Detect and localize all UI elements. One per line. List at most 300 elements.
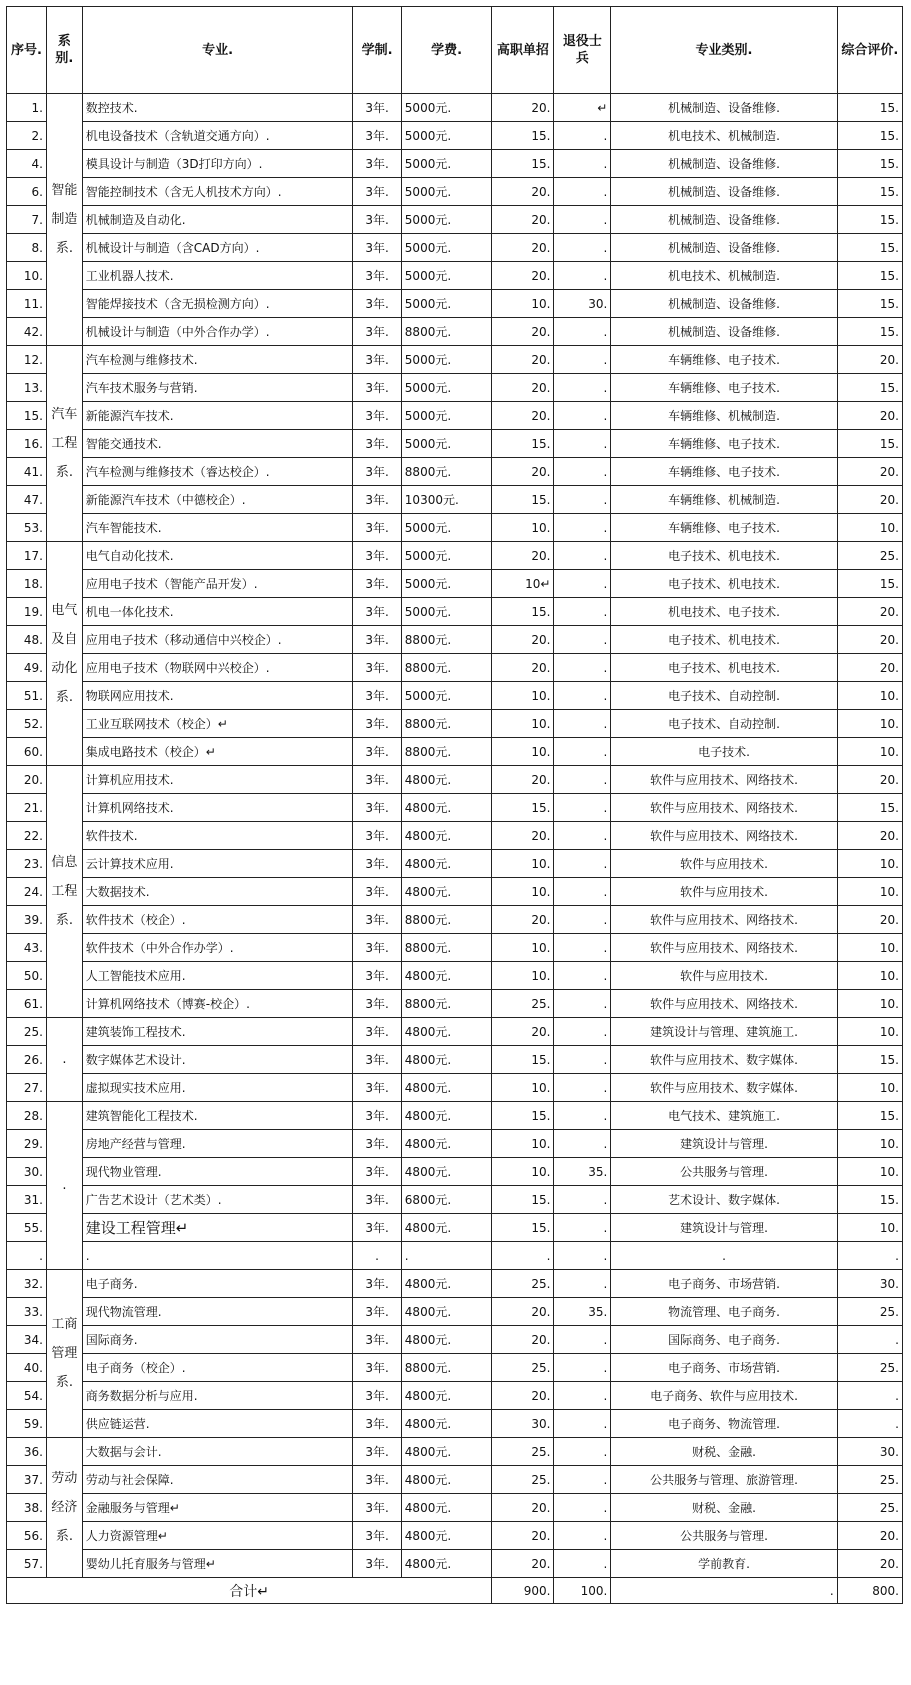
- years-cell: 3年.: [353, 290, 401, 318]
- category-cell: 软件与应用技术.: [611, 962, 837, 990]
- category-cell: 电子商务、市场营销.: [611, 1270, 837, 1298]
- table-row: [7, 318, 903, 346]
- major-cell: 集成电路技术（校企）↵: [82, 738, 353, 766]
- years-cell: 3年.: [353, 1438, 401, 1466]
- category-cell: 机电技术、机械制造.: [611, 122, 837, 150]
- seq-cell: 20.: [7, 766, 47, 794]
- fee-cell: 5000元.: [401, 122, 492, 150]
- fee-cell: 4800元.: [401, 1102, 492, 1130]
- years-cell: 3年.: [353, 682, 401, 710]
- major-cell: 大数据与会计.: [82, 1438, 353, 1466]
- score-cell: .: [837, 1242, 902, 1270]
- category-cell: 机械制造、设备维修.: [611, 234, 837, 262]
- vet-cell: .: [554, 1522, 611, 1550]
- category-cell: 电子技术、机电技术.: [611, 654, 837, 682]
- score-cell: 20.: [837, 346, 902, 374]
- years-cell: 3年.: [353, 878, 401, 906]
- seq-cell: 59.: [7, 1410, 47, 1438]
- seq-cell: 2.: [7, 122, 47, 150]
- years-cell: 3年.: [353, 234, 401, 262]
- fee-cell: 8800元.: [401, 1354, 492, 1382]
- vet-cell: .: [554, 178, 611, 206]
- hv-cell: 20.: [492, 542, 554, 570]
- score-cell: 25.: [837, 542, 902, 570]
- major-cell: 云计算技术应用.: [82, 850, 353, 878]
- category-cell: 软件与应用技术、数字媒体.: [611, 1046, 837, 1074]
- years-cell: 3年.: [353, 1550, 401, 1578]
- fee-cell: 8800元.: [401, 458, 492, 486]
- vet-cell: .: [554, 570, 611, 598]
- table-row: [7, 206, 903, 234]
- years-cell: 3年.: [353, 1326, 401, 1354]
- table-row: [7, 1270, 903, 1298]
- score-cell: 15.: [837, 178, 902, 206]
- category-cell: 车辆维修、电子技术.: [611, 430, 837, 458]
- score-cell: 10.: [837, 1158, 902, 1186]
- fee-cell: 8800元.: [401, 934, 492, 962]
- major-cell: 工业机器人技术.: [82, 262, 353, 290]
- score-cell: 15.: [837, 262, 902, 290]
- vet-cell: .: [554, 1242, 611, 1270]
- table-row: [7, 654, 903, 682]
- vet-cell: .: [554, 1354, 611, 1382]
- fee-cell: 5000元.: [401, 94, 492, 122]
- vet-cell: .: [554, 1438, 611, 1466]
- fee-cell: 5000元.: [401, 346, 492, 374]
- score-cell: 10.: [837, 710, 902, 738]
- score-cell: 10.: [837, 850, 902, 878]
- fee-cell: 4800元.: [401, 1046, 492, 1074]
- score-cell: 10.: [837, 1214, 902, 1242]
- table-row: [7, 1018, 903, 1046]
- table-row: [7, 1326, 903, 1354]
- years-cell: 3年.: [353, 1130, 401, 1158]
- score-cell: 25.: [837, 1494, 902, 1522]
- category-cell: 建筑设计与管理、建筑施工.: [611, 1018, 837, 1046]
- hv-cell: 15.: [492, 150, 554, 178]
- years-cell: 3年.: [353, 206, 401, 234]
- fee-cell: 5000元.: [401, 150, 492, 178]
- years-cell: 3年.: [353, 402, 401, 430]
- table-row: [7, 1522, 903, 1550]
- vet-cell: .: [554, 598, 611, 626]
- table-row: [7, 1158, 903, 1186]
- years-cell: 3年.: [353, 822, 401, 850]
- years-cell: 3年.: [353, 934, 401, 962]
- vet-cell: 35.: [554, 1298, 611, 1326]
- score-cell: 25.: [837, 1466, 902, 1494]
- score-cell: 20.: [837, 1522, 902, 1550]
- years-cell: 3年.: [353, 1158, 401, 1186]
- table-row: [7, 1046, 903, 1074]
- seq-cell: 33.: [7, 1298, 47, 1326]
- table-row: [7, 822, 903, 850]
- seq-cell: 48.: [7, 626, 47, 654]
- major-cell: 应用电子技术（移动通信中兴校企）.: [82, 626, 353, 654]
- hv-cell: 15.: [492, 122, 554, 150]
- score-cell: 20.: [837, 654, 902, 682]
- seq-cell: 51.: [7, 682, 47, 710]
- hv-cell: 10.: [492, 738, 554, 766]
- table-row: [7, 374, 903, 402]
- score-cell: 10.: [837, 1130, 902, 1158]
- major-cell: 机械设计与制造（含CAD方向）.: [82, 234, 353, 262]
- fee-cell: 4800元.: [401, 878, 492, 906]
- category-cell: 财税、金融.: [611, 1494, 837, 1522]
- vet-cell: .: [554, 794, 611, 822]
- table-row: [7, 1130, 903, 1158]
- fee-cell: 4800元.: [401, 1438, 492, 1466]
- score-cell: 10.: [837, 1018, 902, 1046]
- score-cell: 15.: [837, 318, 902, 346]
- score-cell: 15.: [837, 374, 902, 402]
- years-cell: 3年.: [353, 346, 401, 374]
- hv-cell: 10.: [492, 682, 554, 710]
- major-cell: 建筑智能化工程技术.: [82, 1102, 353, 1130]
- hv-cell: 25.: [492, 1354, 554, 1382]
- major-cell: 房地产经营与管理.: [82, 1130, 353, 1158]
- vet-cell: .: [554, 1074, 611, 1102]
- years-cell: 3年.: [353, 1270, 401, 1298]
- category-cell: 软件与应用技术、数字媒体.: [611, 1074, 837, 1102]
- major-cell: 模具设计与制造（3D打印方向）.: [82, 150, 353, 178]
- category-cell: 电子技术.: [611, 738, 837, 766]
- years-cell: 3年.: [353, 430, 401, 458]
- table-row: [7, 570, 903, 598]
- hv-cell: 10.: [492, 710, 554, 738]
- years-cell: 3年.: [353, 1074, 401, 1102]
- fee-cell: 8800元.: [401, 738, 492, 766]
- category-cell: 公共服务与管理.: [611, 1158, 837, 1186]
- years-cell: 3年.: [353, 598, 401, 626]
- category-cell: 软件与应用技术、网络技术.: [611, 906, 837, 934]
- seq-cell: 39.: [7, 906, 47, 934]
- seq-cell: 21.: [7, 794, 47, 822]
- category-cell: 财税、金融.: [611, 1438, 837, 1466]
- table-row: [7, 1214, 903, 1242]
- vet-cell: .: [554, 682, 611, 710]
- category-cell: 机械制造、设备维修.: [611, 318, 837, 346]
- hv-cell: 10↵: [492, 570, 554, 598]
- major-cell: 工业互联网技术（校企）↵: [82, 710, 353, 738]
- score-cell: .: [837, 1326, 902, 1354]
- seq-cell: 40.: [7, 1354, 47, 1382]
- table-row: [7, 850, 903, 878]
- fee-cell: 5000元.: [401, 542, 492, 570]
- category-cell: 机械制造、设备维修.: [611, 150, 837, 178]
- major-cell: 机电设备技术（含轨道交通方向）.: [82, 122, 353, 150]
- hv-cell: 20.: [492, 318, 554, 346]
- header-seq: 序号.: [7, 7, 47, 94]
- hv-cell: 20.: [492, 374, 554, 402]
- table-row: [7, 1410, 903, 1438]
- category-cell: 电子技术、机电技术.: [611, 542, 837, 570]
- vet-cell: .: [554, 822, 611, 850]
- fee-cell: 4800元.: [401, 1410, 492, 1438]
- fee-cell: 6800元.: [401, 1186, 492, 1214]
- hv-cell: 10.: [492, 514, 554, 542]
- vet-cell: 30.: [554, 290, 611, 318]
- table-row: [7, 122, 903, 150]
- vet-cell: .: [554, 1270, 611, 1298]
- hv-cell: 10.: [492, 1130, 554, 1158]
- major-cell: 人力资源管理↵: [82, 1522, 353, 1550]
- vet-cell: 35.: [554, 1158, 611, 1186]
- years-cell: 3年.: [353, 626, 401, 654]
- seq-cell: 36.: [7, 1438, 47, 1466]
- category-cell: 机电技术、机械制造.: [611, 262, 837, 290]
- seq-cell: 15.: [7, 402, 47, 430]
- seq-cell: 16.: [7, 430, 47, 458]
- major-cell: 建设工程管理↵: [82, 1214, 353, 1242]
- major-cell: 智能焊接技术（含无损检测方向）.: [82, 290, 353, 318]
- fee-cell: 5000元.: [401, 290, 492, 318]
- fee-cell: 4800元.: [401, 1270, 492, 1298]
- vet-cell: .: [554, 430, 611, 458]
- seq-cell: 4.: [7, 150, 47, 178]
- score-cell: 20.: [837, 486, 902, 514]
- years-cell: 3年.: [353, 1494, 401, 1522]
- score-cell: 15.: [837, 94, 902, 122]
- table-row: [7, 626, 903, 654]
- category-cell: 机械制造、设备维修.: [611, 178, 837, 206]
- table-row: [7, 1550, 903, 1578]
- table-row: [7, 1438, 903, 1466]
- score-cell: 10.: [837, 962, 902, 990]
- score-cell: 15.: [837, 234, 902, 262]
- hv-cell: 15.: [492, 1046, 554, 1074]
- seq-cell: 24.: [7, 878, 47, 906]
- vet-cell: .: [554, 1326, 611, 1354]
- hv-cell: 30.: [492, 1410, 554, 1438]
- category-cell: 电子技术、自动控制.: [611, 682, 837, 710]
- table-row: [7, 1074, 903, 1102]
- years-cell: 3年.: [353, 122, 401, 150]
- vet-cell: .: [554, 1410, 611, 1438]
- vet-cell: .: [554, 626, 611, 654]
- table-row: [7, 178, 903, 206]
- total-hv: 900.: [492, 1578, 554, 1604]
- hv-cell: 15.: [492, 1214, 554, 1242]
- score-cell: 20.: [837, 458, 902, 486]
- seq-cell: 27.: [7, 1074, 47, 1102]
- years-cell: 3年.: [353, 654, 401, 682]
- hv-cell: 15.: [492, 486, 554, 514]
- major-cell: 智能控制技术（含无人机技术方向）.: [82, 178, 353, 206]
- fee-cell: 5000元.: [401, 682, 492, 710]
- score-cell: 20.: [837, 822, 902, 850]
- fee-cell: 8800元.: [401, 906, 492, 934]
- fee-cell: 5000元.: [401, 178, 492, 206]
- category-cell: 软件与应用技术、网络技术.: [611, 794, 837, 822]
- major-cell: 新能源汽车技术（中德校企）.: [82, 486, 353, 514]
- table-row: [7, 430, 903, 458]
- table-row: [7, 710, 903, 738]
- vet-cell: .: [554, 654, 611, 682]
- vet-cell: .: [554, 346, 611, 374]
- fee-cell: 4800元.: [401, 1522, 492, 1550]
- vet-cell: .: [554, 318, 611, 346]
- years-cell: 3年.: [353, 1354, 401, 1382]
- score-cell: 10.: [837, 878, 902, 906]
- years-cell: 3年.: [353, 1382, 401, 1410]
- vet-cell: .: [554, 906, 611, 934]
- header-fee: 学费.: [401, 7, 492, 94]
- hv-cell: 20.: [492, 1326, 554, 1354]
- header-score: 综合评价.: [837, 7, 902, 94]
- category-cell: .: [611, 1242, 837, 1270]
- vet-cell: .: [554, 1382, 611, 1410]
- hv-cell: 20.: [492, 458, 554, 486]
- score-cell: 10.: [837, 934, 902, 962]
- header-major: 专业.: [82, 7, 353, 94]
- hv-cell: 20.: [492, 94, 554, 122]
- table-row: [7, 962, 903, 990]
- vet-cell: .: [554, 150, 611, 178]
- fee-cell: 4800元.: [401, 1466, 492, 1494]
- major-cell: 汽车检测与维修技术.: [82, 346, 353, 374]
- major-cell: 新能源汽车技术.: [82, 402, 353, 430]
- score-cell: 25.: [837, 1298, 902, 1326]
- seq-cell: 42.: [7, 318, 47, 346]
- fee-cell: 8800元.: [401, 710, 492, 738]
- seq-cell: 32.: [7, 1270, 47, 1298]
- vet-cell: .: [554, 850, 611, 878]
- vet-cell: ↵: [554, 94, 611, 122]
- score-cell: 10.: [837, 738, 902, 766]
- category-cell: 电气技术、建筑施工.: [611, 1102, 837, 1130]
- fee-cell: 8800元.: [401, 990, 492, 1018]
- vet-cell: .: [554, 234, 611, 262]
- years-cell: 3年.: [353, 486, 401, 514]
- seq-cell: 49.: [7, 654, 47, 682]
- major-cell: 国际商务.: [82, 1326, 353, 1354]
- score-cell: 15.: [837, 206, 902, 234]
- header-hv: 高职单招: [492, 7, 554, 94]
- table-row: [7, 934, 903, 962]
- total-label: 合计↵: [7, 1578, 492, 1604]
- major-cell: 汽车智能技术.: [82, 514, 353, 542]
- major-cell: 汽车检测与维修技术（睿达校企）.: [82, 458, 353, 486]
- major-cell: 机电一体化技术.: [82, 598, 353, 626]
- category-cell: 软件与应用技术、网络技术.: [611, 766, 837, 794]
- fee-cell: 5000元.: [401, 598, 492, 626]
- score-cell: 25.: [837, 1354, 902, 1382]
- years-cell: 3年.: [353, 1298, 401, 1326]
- score-cell: 15.: [837, 1102, 902, 1130]
- category-cell: 电子商务、市场营销.: [611, 1354, 837, 1382]
- category-cell: 软件与应用技术、网络技术.: [611, 934, 837, 962]
- fee-cell: 4800元.: [401, 962, 492, 990]
- header-row: [7, 7, 903, 94]
- table-row: [7, 1494, 903, 1522]
- major-cell: 数字媒体艺术设计.: [82, 1046, 353, 1074]
- seq-cell: 50.: [7, 962, 47, 990]
- years-cell: 3年.: [353, 850, 401, 878]
- major-cell: 汽车技术服务与营销.: [82, 374, 353, 402]
- fee-cell: 8800元.: [401, 626, 492, 654]
- category-cell: 机械制造、设备维修.: [611, 94, 837, 122]
- fee-cell: 4800元.: [401, 1550, 492, 1578]
- score-cell: .: [837, 1410, 902, 1438]
- major-cell: 数控技术.: [82, 94, 353, 122]
- seq-cell: 38.: [7, 1494, 47, 1522]
- years-cell: 3年.: [353, 458, 401, 486]
- category-cell: 公共服务与管理、旅游管理.: [611, 1466, 837, 1494]
- hv-cell: 10.: [492, 850, 554, 878]
- hv-cell: 20.: [492, 1494, 554, 1522]
- major-cell: 电气自动化技术.: [82, 542, 353, 570]
- category-cell: 车辆维修、机械制造.: [611, 402, 837, 430]
- category-cell: 机电技术、电子技术.: [611, 598, 837, 626]
- seq-cell: 52.: [7, 710, 47, 738]
- years-cell: 3年.: [353, 150, 401, 178]
- fee-cell: 5000元.: [401, 402, 492, 430]
- major-cell: 金融服务与管理↵: [82, 1494, 353, 1522]
- score-cell: 30.: [837, 1270, 902, 1298]
- table-row: [7, 598, 903, 626]
- fee-cell: 4800元.: [401, 822, 492, 850]
- years-cell: 3年.: [353, 766, 401, 794]
- table-row: [7, 262, 903, 290]
- major-cell: 机械制造及自动化.: [82, 206, 353, 234]
- category-cell: 国际商务、电子商务.: [611, 1326, 837, 1354]
- table-row: [7, 514, 903, 542]
- seq-cell: 47.: [7, 486, 47, 514]
- department-cell: 汽车工程系.: [47, 346, 83, 542]
- seq-cell: 18.: [7, 570, 47, 598]
- major-cell: 软件技术（校企）.: [82, 906, 353, 934]
- hv-cell: 20.: [492, 654, 554, 682]
- score-cell: 10.: [837, 990, 902, 1018]
- vet-cell: .: [554, 710, 611, 738]
- fee-cell: 4800元.: [401, 1074, 492, 1102]
- department-cell: 电气及自动化系.: [47, 542, 83, 766]
- vet-cell: .: [554, 542, 611, 570]
- category-cell: 电子商务、物流管理.: [611, 1410, 837, 1438]
- fee-cell: 5000元.: [401, 206, 492, 234]
- total-score: 800.: [837, 1578, 902, 1604]
- table-row: [7, 542, 903, 570]
- hv-cell: 10.: [492, 934, 554, 962]
- seq-cell: 56.: [7, 1522, 47, 1550]
- seq-cell: 61.: [7, 990, 47, 1018]
- fee-cell: 8800元.: [401, 654, 492, 682]
- department-cell: .: [47, 1102, 83, 1270]
- category-cell: 电子技术、自动控制.: [611, 710, 837, 738]
- fee-cell: 4800元.: [401, 1214, 492, 1242]
- table-row: [7, 766, 903, 794]
- category-cell: 电子商务、软件与应用技术.: [611, 1382, 837, 1410]
- major-cell: 供应链运营.: [82, 1410, 353, 1438]
- years-cell: 3年.: [353, 990, 401, 1018]
- category-cell: 车辆维修、电子技术.: [611, 374, 837, 402]
- table-row: [7, 878, 903, 906]
- table-row: [7, 1466, 903, 1494]
- table-row: [7, 402, 903, 430]
- table-row: [7, 1242, 903, 1270]
- major-cell: 大数据技术.: [82, 878, 353, 906]
- department-cell: 工商管理系.: [47, 1270, 83, 1438]
- seq-cell: 41.: [7, 458, 47, 486]
- fee-cell: 4800元.: [401, 1018, 492, 1046]
- category-cell: 物流管理、电子商务.: [611, 1298, 837, 1326]
- hv-cell: 15.: [492, 1102, 554, 1130]
- major-cell: 计算机应用技术.: [82, 766, 353, 794]
- hv-cell: .: [492, 1242, 554, 1270]
- fee-cell: 5000元.: [401, 514, 492, 542]
- header-vet: 退役士兵: [554, 7, 611, 94]
